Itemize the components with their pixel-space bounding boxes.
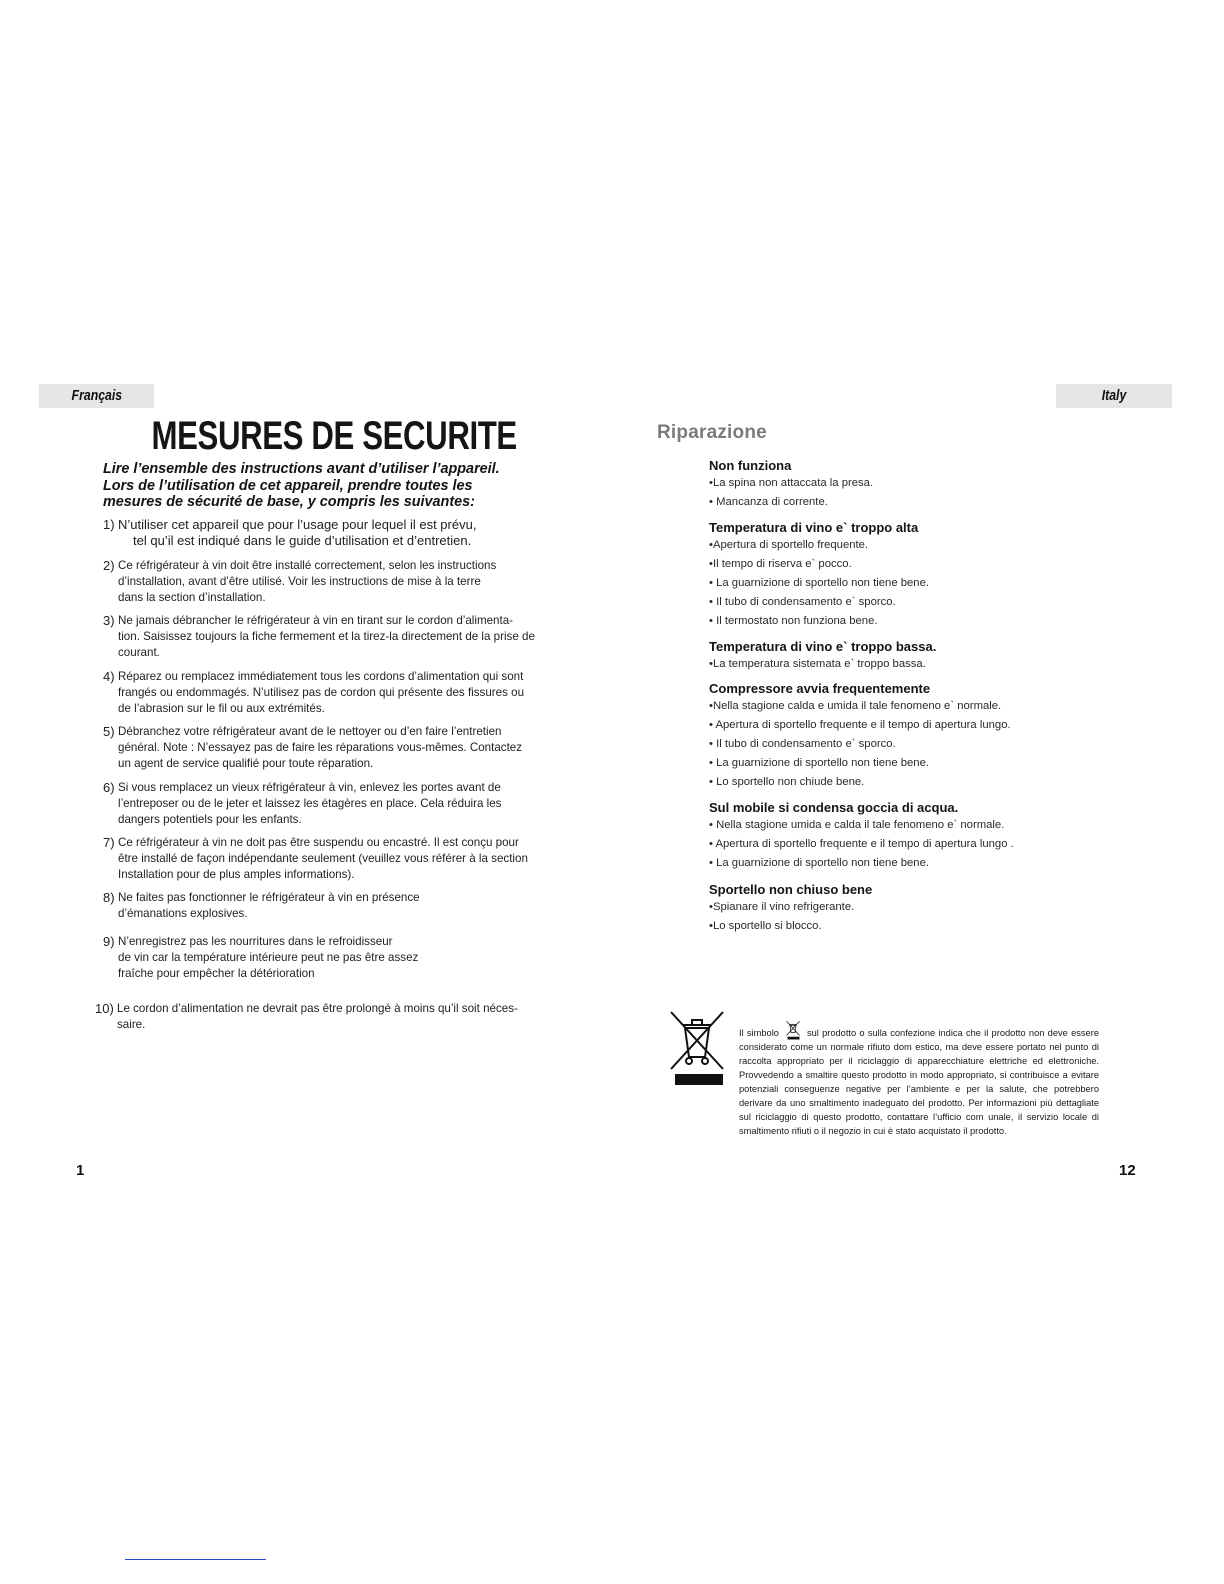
page-number-left: 1: [76, 1162, 85, 1179]
safety-item-2: 2) Ce réfrigérateur à vin doit être installé correctement, selon les instructions d’installation, avant d’être utilisé. Voir les instructions de mise à la terre dans la section d’installation.: [103, 558, 497, 604]
repair-section-compressor: Compressore avvia frequentemente •Nella stagione calda e umida il tale fenomeno e` normale. • Apertura di sportello frequente e il tempo di apertura lungo. • Il tubo di condensamento e` sporco. • La guarnizione di sportello non tiene bene. • Lo sportello non chiude bene.: [709, 681, 1011, 788]
safety-item-7: 7) Ce réfrigérateur à vin ne doit pas être suspendu ou encastré. Il est conçu pour être installé de façon indépendante seulement (veuillez vous référer à la section Installation pour de plus amples informations).: [103, 835, 528, 881]
repair-section-temp-low: Temperatura di vino e` troppo bassa. •La temperatura sistemata e` troppo bassa.: [709, 639, 937, 670]
safety-item-1: 1) N’utiliser cet appareil que pour l’usage pour lequel il est prévu, tel qu’il est indiqué dans le guide d’utilisation et d’entretien.: [103, 517, 477, 548]
safety-item-5: 5) Débranchez votre réfrigérateur avant de le nettoyer ou d’en faire l’entretien général. Note : N’essayez pas de faire les réparations vous-mêmes. Contactez un agent de service qualifié pour toute réparation.: [103, 724, 523, 770]
language-tab-french: Français: [39, 384, 154, 408]
repair-section-condensation: Sul mobile si condensa goccia di acqua. • Nella stagione umida e calda il tale fenomeno e` normale. • Apertura di sportello frequente e il tempo di apertura lungo . • La guarnizione di sportello non tiene bene.: [709, 800, 1014, 869]
bottom-rule: [125, 1559, 266, 1560]
weee-bin-icon: [668, 1007, 726, 1087]
repair-title: Riparazione: [657, 422, 767, 443]
repair-section-temp-high: Temperatura di vino e` troppo alta •Apertura di sportello frequente. •Il tempo di riserva e` pocco. • La guarnizione di sportello non tiene bene. • Il tubo di condensamento e` sporco. • Il termostato non funziona bene.: [709, 520, 930, 627]
weee-inline-icon: [783, 1020, 803, 1040]
safety-item-6: 6) Si vous remplacez un vieux réfrigérateur à vin, enlevez les portes avant de l’entreposer ou de le jeter et laissez les étagères en place. Cela réduira les dangers potentiels pour les enfants.: [103, 780, 502, 826]
safety-item-10: 10) Le cordon d’alimentation ne devrait pas être prolongé à moins qu’il soit néces- saire.: [95, 1001, 518, 1031]
safety-item-9: 9) N’enregistrez pas les nourritures dans le refroidisseur de vin car la température intérieure peut ne pas être assez fraîche pour empêcher la détérioration: [103, 934, 419, 980]
weee-disposal-notice: Il simbolo sul prodotto o sulla confezione indica che il prodotto non deve essere considerato come un normale rifiuto dom estico, ma deve essere portato nel punto di raccolta appropriato per il riciclaggio di apparecchiature elettriche ed elettroniche. Provvedendo a smaltire questo prodotto in modo appropriato, si contribuisce a evitare potenziali conseguenze negative per l’ambiente e per la salute, che potrebbero derivare da uno smaltimento inadeguato del prodotto. Per informazioni più dettagliate sul riciclaggio di questo prodotto, contattare l’ufficio com unale, il servizio locale di smaltimento rifiuti o il negozio in cui è stato acquistato il prodotto.: [739, 1020, 1099, 1138]
safety-item-8: 8) Ne faites pas fonctionner le réfrigérateur à vin en présence d’émanations explosives.: [103, 890, 420, 920]
safety-item-3: 3) Ne jamais débrancher le réfrigérateur à vin en tirant sur le cordon d’alimenta- tion. Saisissez toujours la fiche fermement et la tirez-la directement de la prise de courant.: [103, 613, 535, 659]
repair-section-door: Sportello non chiuso bene •Spianare il vino refrigerante. •Lo sportello si blocco.: [709, 882, 873, 932]
safety-intro: Lire l’ensemble des instructions avant d’utiliser l’appareil. Lors de l’utilisation de cet appareil, prendre toutes les mesures de sécurité de base, y compris les suivantes:: [103, 461, 500, 510]
page-number-right: 12: [1119, 1162, 1136, 1179]
safety-item-4: 4) Réparez ou remplacez immédiatement tous les cordons d’alimentation qui sont frangés ou endommagés. N’utilisez pas de cordon qui présente des fissures ou de l’abrasion sur le fil ou aux extrémités.: [103, 669, 525, 715]
language-tab-italy: Italy: [1056, 384, 1172, 408]
repair-section-not-working: Non funziona •La spina non attaccata la presa. • Mancanza di corrente.: [709, 458, 874, 508]
safety-title: MESURES DE SECURITE: [151, 414, 517, 458]
